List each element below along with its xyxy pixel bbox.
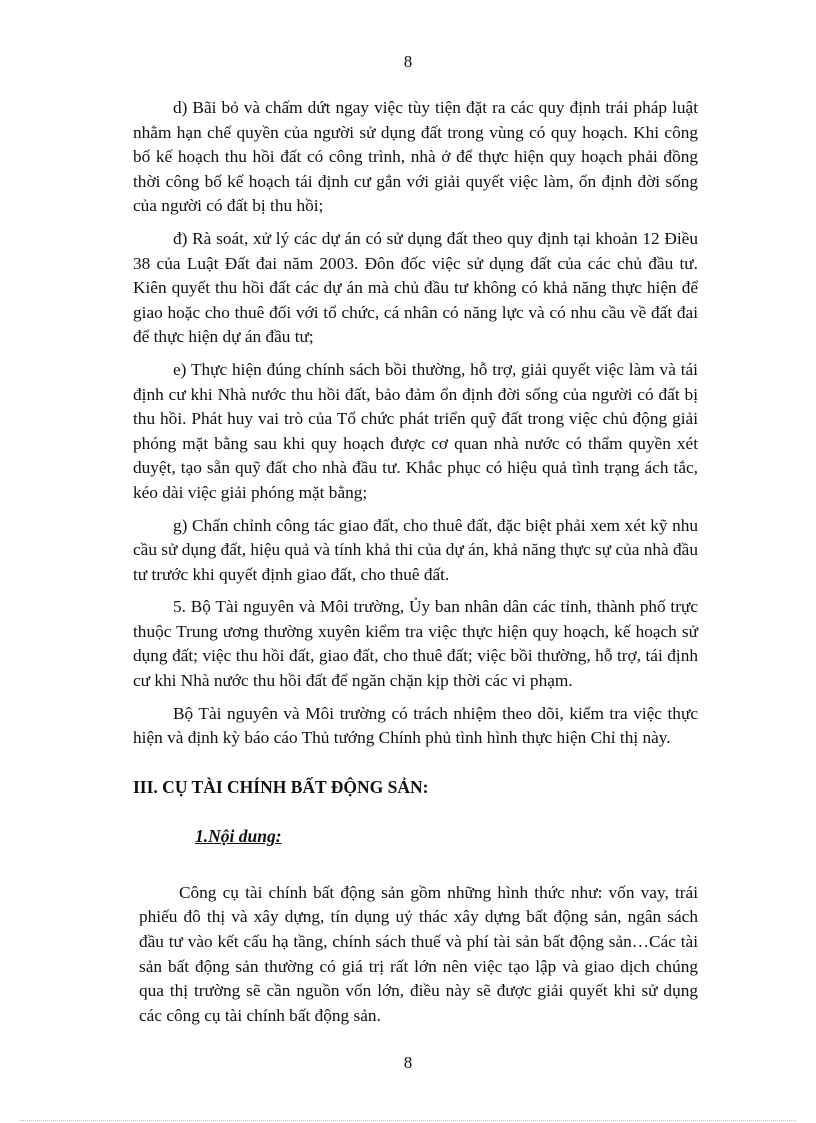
paragraph-content: Công cụ tài chính bất động sản gồm những hình thức như: vốn vay, trái phiếu đô thị và xây dựng, tín dụng uỷ thác xây dựng bất động sản, ngân sách đầu tư vào kết cấu hạ tầng, chính sách thuế và phí tài sản bất động sản…Các tài sản bất động sản thường có giá trị rất lớn nên việc tạo lập và giao dịch chúng qua thị trường sẽ cần nguồn vốn lớn, điều này sẽ được giải quyết khi sử dụng các công cụ tài chính bất động sản. [139, 882, 698, 1025]
paragraph-responsibility: Bộ Tài nguyên và Môi trường có trách nhiệm theo dõi, kiểm tra việc thực hiện và định kỳ báo cáo Thủ tướng Chính phủ tình hình thực hiện Chỉ thị này. [133, 703, 698, 748]
paragraph-e: e) Thực hiện đúng chính sách bồi thường, hỗ trợ, giải quyết việc làm và tái định cư khi Nhà nước thu hồi đất, bảo đảm ổn định đời sống của người có đất bị thu hồi. Phát huy vai trò của Tổ chức phát triển quỹ đất trong việc chủ động giải phóng mặt bằng sau khi quy hoạch được cơ quan nhà nước có thẩm quyền xét duyệt, tạo sẵn quỹ đất cho nhà đầu tư. Khắc phục có hiệu quả tình trạng ách tắc, kéo dài việc giải phóng mặt bằng; [133, 359, 698, 502]
page-number-top: 8 [403, 52, 413, 71]
page-bottom-divider [20, 1120, 796, 1121]
section-heading: III. CỤ TÀI CHÍNH BẤT ĐỘNG SẢN: [133, 776, 429, 797]
page-number-bottom: 8 [403, 1053, 413, 1072]
paragraph-d: d) Bãi bỏ và chấm dứt ngay việc tùy tiện đặt ra các quy định trái pháp luật nhằm hạn chế quyền của người sử dụng đất trong vùng có quy hoạch. Khi công bố kế hoạch thu hồi đất có công trình, nhà ở để thực hiện quy hoạch phải đồng thời công bố kế hoạch tái định cư gắn với giải quyết việc làm, ổn định đời sống của người có đất bị thu hồi; [133, 98, 698, 216]
document-body [133, 96, 698, 1028]
sub-heading: 1.Nội dung: [195, 825, 282, 846]
paragraph-dd: đ) Rà soát, xử lý các dự án có sử dụng đất theo quy định tại khoản 12 Điều 38 của Luật Đất đai năm 2003. Đôn đốc việc sử dụng đất của các chủ đầu tư. Kiên quyết thu hồi đất các dự án mà chủ đầu tư không có khả năng thực hiện để giao hoặc cho thuê đối với tổ chức, cá nhân có năng lực và có nhu cầu về đất đai để thực hiện dự án đầu tư; [133, 228, 698, 347]
paragraph-item-5: 5. Bộ Tài nguyên và Môi trường, Ủy ban nhân dân các tỉnh, thành phố trực thuộc Trung ương thường xuyên kiểm tra việc thực hiện quy hoạch, kế hoạch sử dụng đất; việc thu hồi đất, giao đất, cho thuê đất; việc bồi thường, hỗ trợ, tái định cư khi Nhà nước thu hồi đất để ngăn chặn kịp thời các vi phạm. [133, 597, 698, 691]
paragraph-g: g) Chấn chỉnh công tác giao đất, cho thuê đất, đặc biệt phải xem xét kỹ nhu cầu sử dụng đất, hiệu quả và tính khả thi của dự án, khả năng thực sự của nhà đầu tư trước khi quyết định giao đất, cho thuê đất. [133, 515, 698, 584]
